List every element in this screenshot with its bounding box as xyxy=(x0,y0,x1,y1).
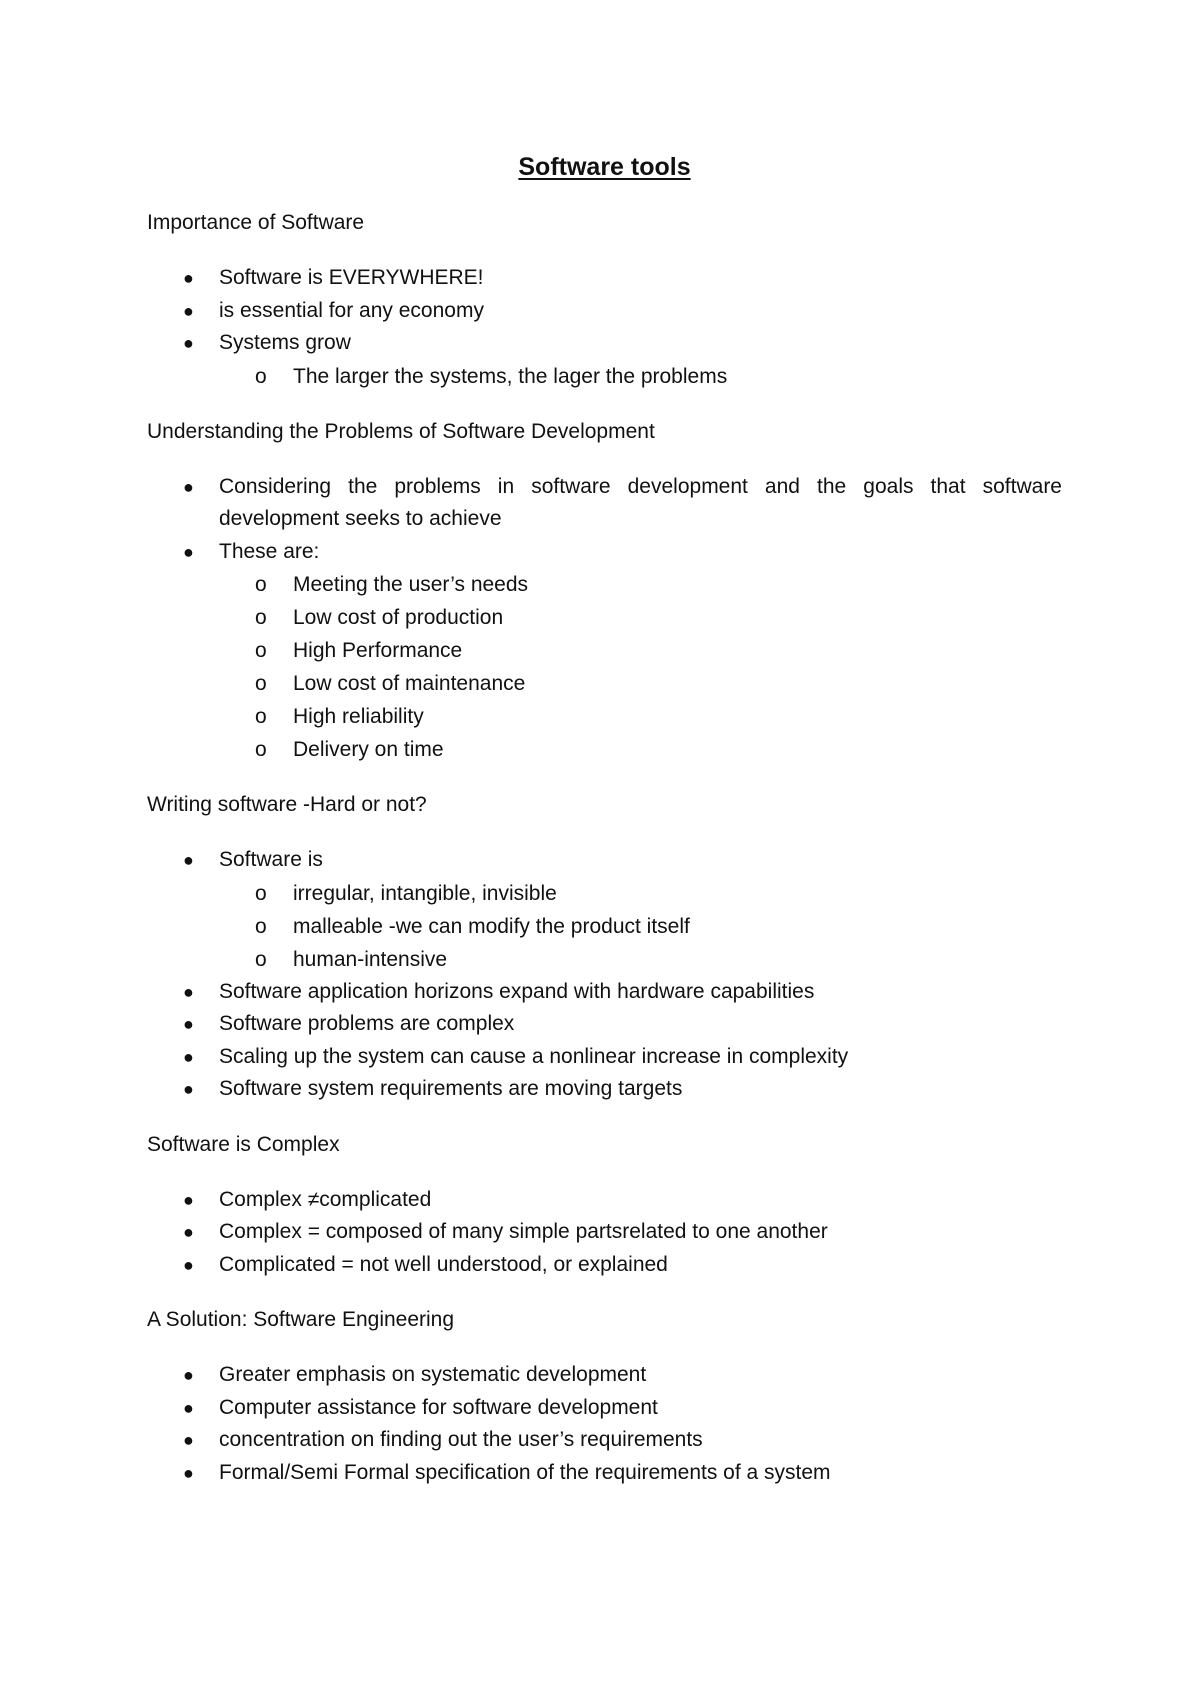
list-item: ● Complicated = not well understood, or explained xyxy=(147,1249,1062,1282)
list-item: ● is essential for any economy xyxy=(147,295,1062,328)
section-software-is-complex xyxy=(147,1130,1062,1282)
hollow-bullet-icon: o xyxy=(255,881,267,905)
list-item: ● Software is EVERYWHERE! xyxy=(147,262,1062,295)
list-item: ● Complex = composed of many simple partsrelated to one another xyxy=(147,1216,1062,1249)
sub-bullet-list xyxy=(147,360,1062,393)
bullet-list xyxy=(147,844,1062,1106)
bullet-icon: ● xyxy=(183,476,194,497)
list-item: ● Computer assistance for software development xyxy=(147,1392,1062,1425)
bullet-icon: ● xyxy=(183,541,194,562)
sub-list-item: o Meeting the user’s needs xyxy=(147,568,1062,601)
section-software-engineering xyxy=(147,1305,1062,1489)
bullet-icon: ● xyxy=(183,1014,194,1034)
section-writing-software xyxy=(147,790,1062,1106)
section-heading: Software is Complex xyxy=(147,1132,340,1156)
bullet-icon: ● xyxy=(183,1222,194,1242)
bullet-list xyxy=(147,262,1062,393)
section-importance-of-software xyxy=(147,208,1062,393)
bullet-icon: ● xyxy=(183,300,194,321)
sub-bullet-list xyxy=(147,568,1062,766)
bullet-icon: ● xyxy=(183,333,194,353)
list-item: ● concentration on finding out the user’s requirements xyxy=(147,1424,1062,1457)
list-item: ● Software is o irregular, intangible, invisible o malleable -we can modify the product itself o human-intensive xyxy=(147,844,1062,976)
sub-list-item: o High Performance xyxy=(147,634,1062,667)
bullet-icon: ● xyxy=(183,1365,194,1385)
bullet-list xyxy=(147,1184,1062,1282)
section-heading: Understanding the Problems of Software Development xyxy=(147,419,655,443)
hollow-bullet-icon: o xyxy=(255,672,267,695)
sub-bullet-list xyxy=(147,877,1062,976)
hollow-bullet-icon: o xyxy=(255,914,267,938)
bullet-icon: ● xyxy=(183,1397,194,1418)
bullet-icon: ● xyxy=(183,1046,194,1067)
sub-list-item: o human-intensive xyxy=(147,943,1062,976)
document-title: Software tools xyxy=(518,153,691,181)
list-item: ● Software application horizons expand with hardware capabilities xyxy=(147,976,1062,1009)
sub-list-item: o irregular, intangible, invisible xyxy=(147,877,1062,910)
hollow-bullet-icon: o xyxy=(255,573,267,596)
bullet-list xyxy=(147,1359,1062,1489)
hollow-bullet-icon: o xyxy=(255,705,267,728)
sub-list-item: o Low cost of production xyxy=(147,601,1062,634)
hollow-bullet-icon: o xyxy=(255,606,267,629)
hollow-bullet-icon: o xyxy=(255,947,267,971)
list-item: ● Software system requirements are moving targets xyxy=(147,1073,1062,1106)
list-item: ● These are: o Meeting the user’s needs o Low cost of production o High Performance o Low cost of maintenance o High reliability o Delivery on time xyxy=(147,536,1062,767)
section-heading: Writing software -Hard or not? xyxy=(147,793,427,816)
bullet-icon: ● xyxy=(183,850,194,870)
list-item: ● Software problems are complex xyxy=(147,1008,1062,1041)
bullet-icon: ● xyxy=(183,1254,194,1275)
list-item: ● Complex ≠complicated xyxy=(147,1184,1062,1217)
bullet-icon: ● xyxy=(183,268,194,288)
section-understanding-problems xyxy=(147,417,1062,767)
bullet-list xyxy=(147,471,1062,767)
list-item: ● Systems grow o The larger the systems, the lager the problems xyxy=(147,327,1062,393)
list-item: ● Considering the problems in software development and the goals that software development seeks to achieve xyxy=(147,471,1062,536)
hollow-bullet-icon: o xyxy=(255,738,267,761)
list-item: ● Scaling up the system can cause a nonlinear increase in complexity xyxy=(147,1041,1062,1074)
hollow-bullet-icon: o xyxy=(255,364,267,388)
sub-list-item: o High reliability xyxy=(147,700,1062,733)
sub-list-item: o Low cost of maintenance xyxy=(147,667,1062,700)
bullet-icon: ● xyxy=(183,1189,194,1210)
section-heading: A Solution: Software Engineering xyxy=(147,1308,455,1331)
hollow-bullet-icon: o xyxy=(255,639,267,662)
sub-list-item: o malleable -we can modify the product itself xyxy=(147,910,1062,943)
bullet-icon: ● xyxy=(183,1462,194,1483)
list-item: ● Formal/Semi Formal specification of the requirements of a system xyxy=(147,1457,1062,1490)
list-item: ● Greater emphasis on systematic development xyxy=(147,1359,1062,1392)
bullet-icon: ● xyxy=(183,1079,194,1099)
bullet-icon: ● xyxy=(183,1430,194,1450)
section-heading: Importance of Software xyxy=(147,211,365,234)
sub-list-item: o The larger the systems, the lager the problems xyxy=(147,360,1062,393)
bullet-icon: ● xyxy=(183,981,194,1002)
sub-list-item: o Delivery on time xyxy=(147,733,1062,766)
document-page xyxy=(147,150,1062,1489)
